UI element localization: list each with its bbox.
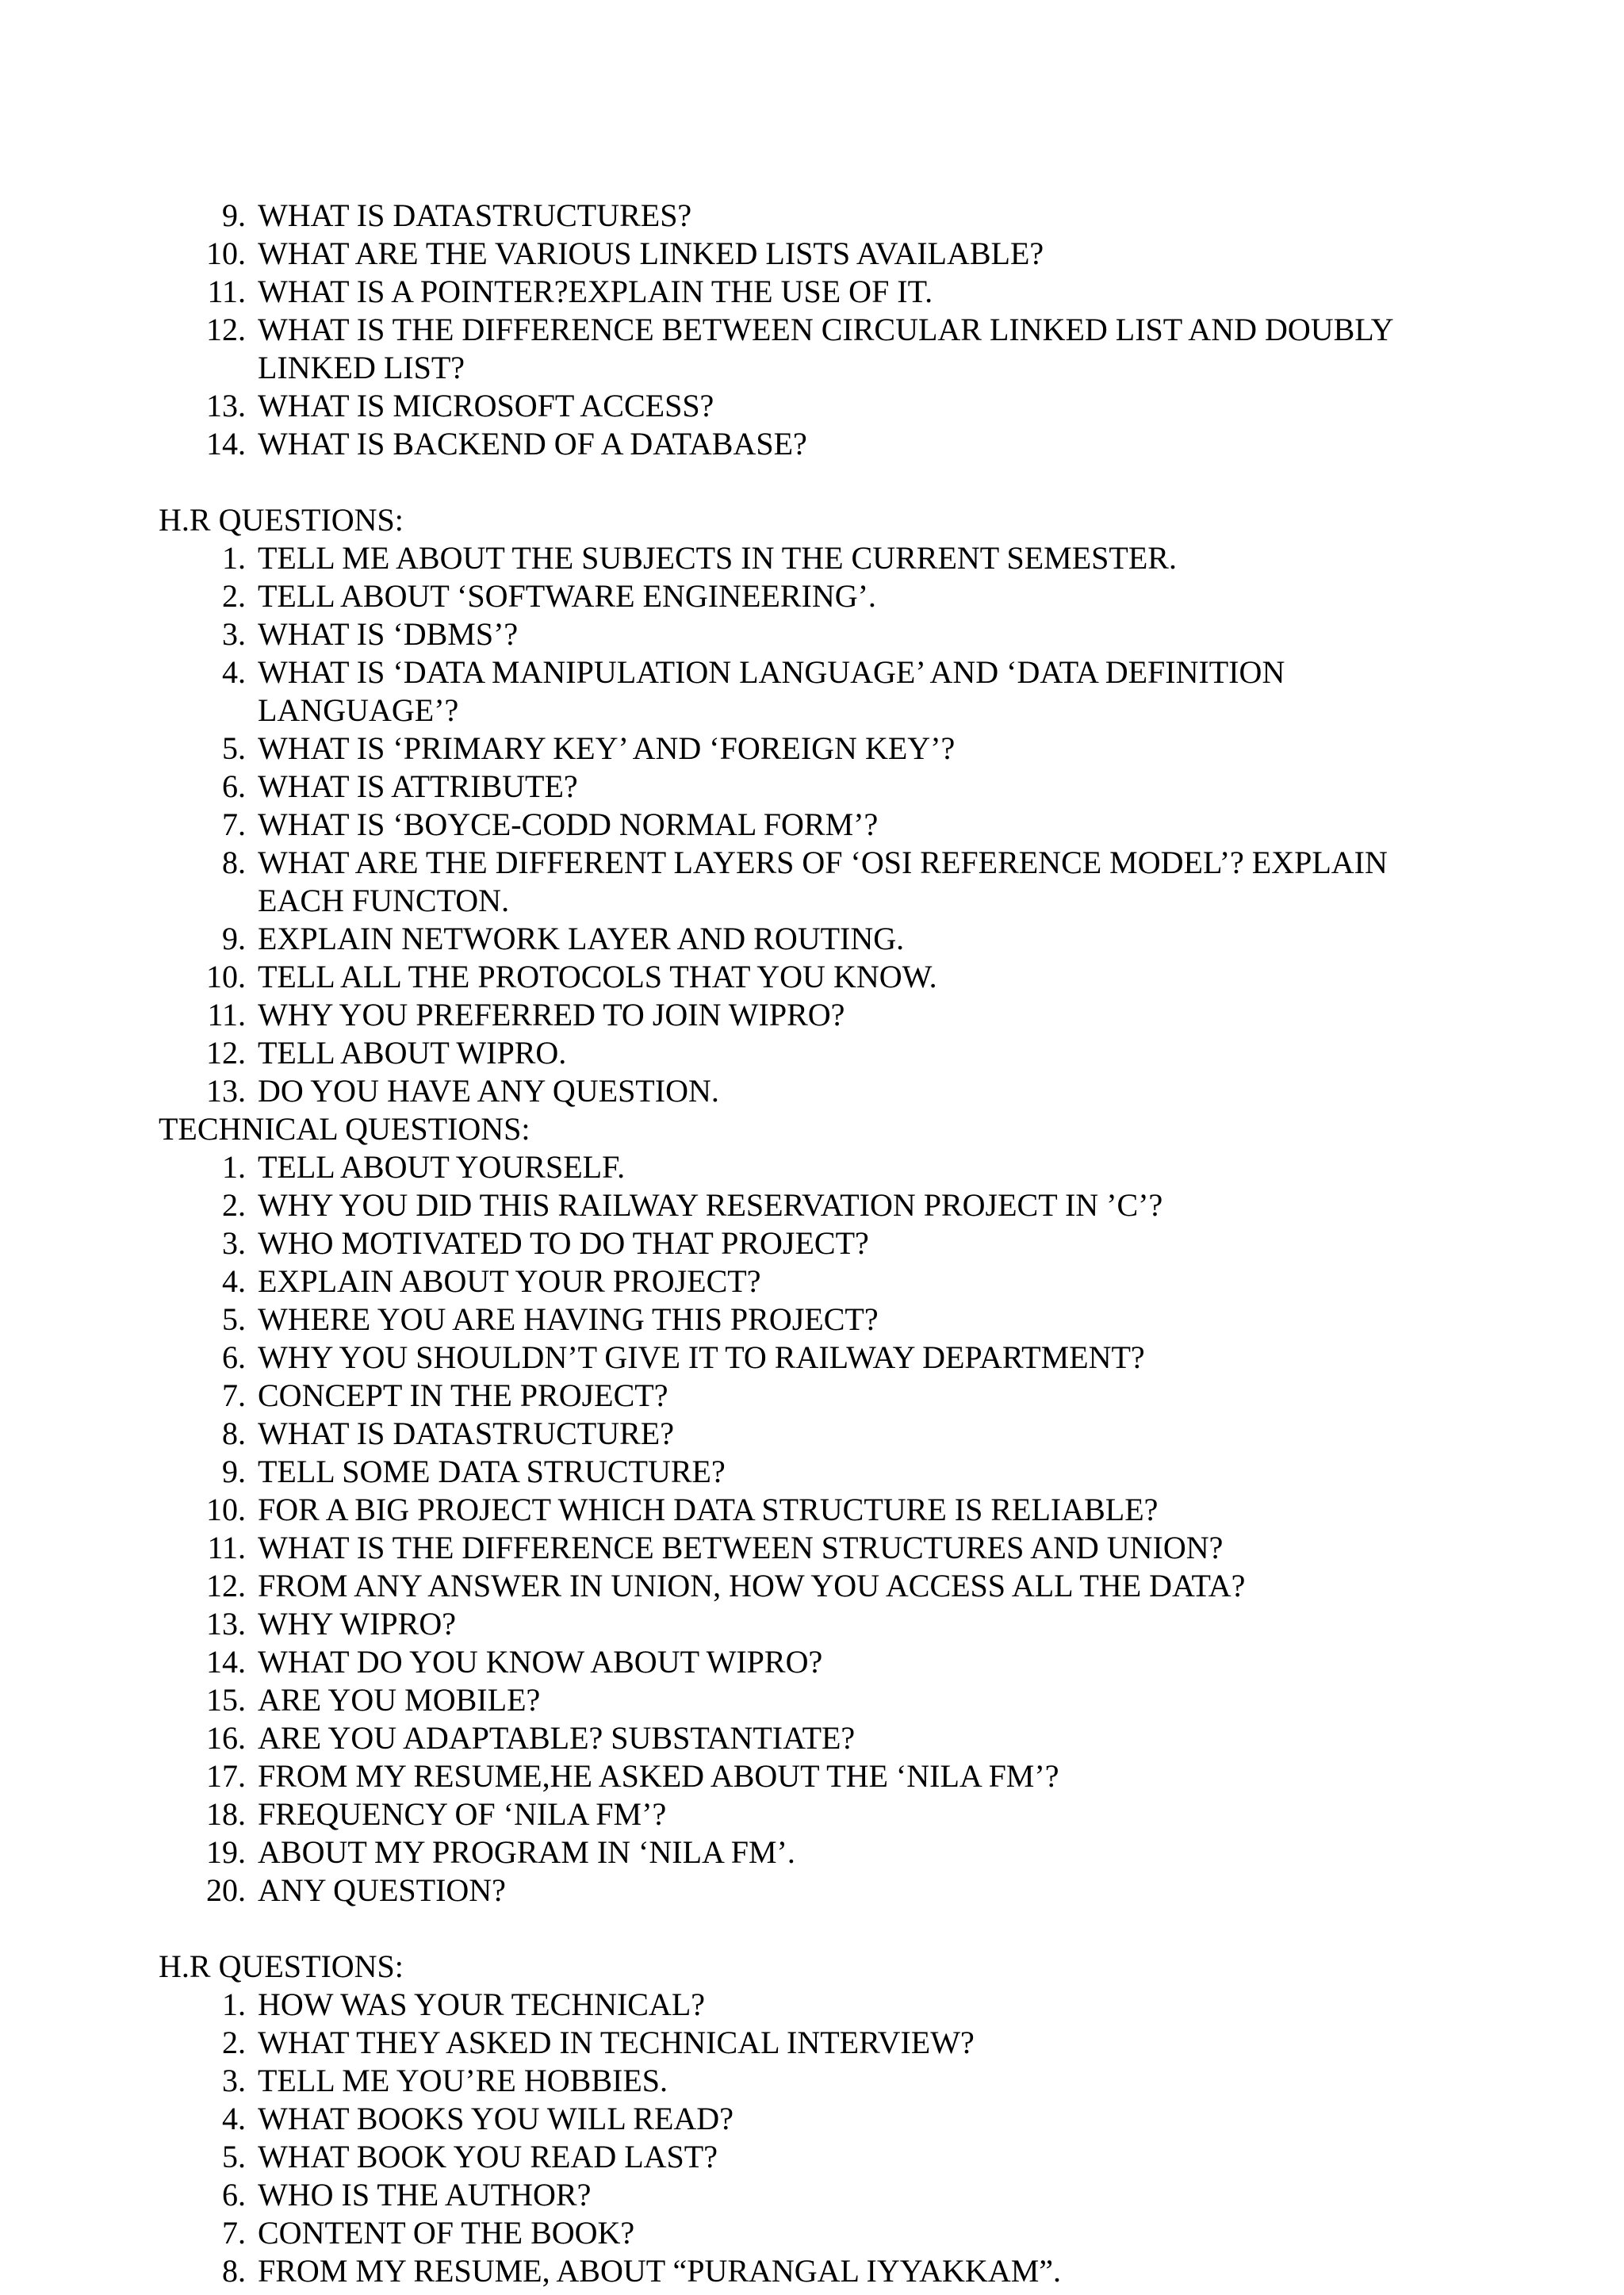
list-item-text: WHAT IS ‘PRIMARY KEY’ AND ‘FOREIGN KEY’? [258,730,956,766]
list-item [159,1415,1467,1453]
list-item [159,2062,1467,2100]
list-item [159,806,1467,844]
list-item-number: 6. [222,1339,246,1375]
list-item [159,1453,1467,1491]
list-item-text: WHY YOU SHOULDN’T GIVE IT TO RAILWAY DEPARTMENT? [258,1339,1145,1375]
document-content [159,197,1467,2290]
list-item-number: 3. [222,616,246,652]
question-section [159,501,1467,1110]
list-item-number: 12. [206,1568,246,1603]
list-item-text: WHAT ARE THE VARIOUS LINKED LISTS AVAILABLE? [258,236,1044,271]
list-item-number: 3. [222,2063,246,2098]
list-item [159,2138,1467,2176]
list-item [159,2024,1467,2062]
list-item-text: TELL ABOUT YOURSELF. [258,1149,626,1185]
question-list [159,197,1467,463]
list-item-text: TELL ABOUT WIPRO. [258,1035,567,1071]
list-item [159,1186,1467,1224]
section-spacer [159,1910,1467,1948]
list-item-text: TELL SOME DATA STRUCTURE? [258,1454,726,1489]
list-item-text: WHERE YOU ARE HAVING THIS PROJECT? [258,1301,879,1337]
list-item [159,1148,1467,1186]
list-item [159,387,1467,425]
list-item [159,996,1467,1034]
list-item-text: WHAT IS A POINTER?EXPLAIN THE USE OF IT. [258,274,933,309]
list-item-number: 13. [206,1073,246,1109]
list-item-number: 1. [222,1987,246,2022]
list-item-text: DO YOU HAVE ANY QUESTION. [258,1073,719,1109]
list-item [159,1377,1467,1415]
list-item-number: 14. [206,426,246,462]
list-item [159,2252,1467,2290]
list-item-number: 8. [222,2253,246,2289]
list-item-text: ANY QUESTION? [258,1872,506,1908]
list-item-number: 4. [222,2101,246,2136]
list-item-number: 13. [206,388,246,423]
list-item [159,2214,1467,2252]
list-item [159,1833,1467,1872]
list-item-number: 10. [206,1492,246,1527]
list-item-text: WHAT THEY ASKED IN TECHNICAL INTERVIEW? [258,2025,975,2060]
list-item [159,235,1467,273]
list-item-text: TELL ME YOU’RE HOBBIES. [258,2063,668,2098]
list-item-text: TELL ME ABOUT THE SUBJECTS IN THE CURRENT SEMESTER. [258,540,1177,576]
list-item-number: 13. [206,1606,246,1642]
list-item [159,1757,1467,1795]
list-item-text: ARE YOU MOBILE? [258,1682,541,1718]
list-item [159,653,1467,730]
section-heading: H.R QUESTIONS: [159,502,404,538]
list-item [159,768,1467,806]
list-item-text: WHY YOU PREFERRED TO JOIN WIPRO? [258,997,845,1033]
list-item [159,615,1467,653]
list-item-number: 9. [222,197,246,233]
list-item [159,1567,1467,1605]
list-item [159,1986,1467,2024]
question-list [159,539,1467,1110]
list-item-text: FROM MY RESUME,HE ASKED ABOUT THE ‘NILA FM’? [258,1758,1059,1794]
list-item-text: WHAT IS BACKEND OF A DATABASE? [258,426,807,462]
list-item-text: WHY WIPRO? [258,1606,456,1642]
list-item [159,2100,1467,2138]
list-item-text: TELL ABOUT ‘SOFTWARE ENGINEERING’. [258,578,876,614]
question-section [159,197,1467,501]
list-item [159,730,1467,768]
list-item [159,1034,1467,1072]
list-item-number: 20. [206,1872,246,1908]
list-item [159,1072,1467,1110]
list-item [159,1605,1467,1643]
list-item [159,844,1467,920]
question-list [159,1986,1467,2290]
list-item-number: 12. [206,312,246,347]
list-item [159,539,1467,577]
list-item-text: CONCEPT IN THE PROJECT? [258,1377,668,1413]
list-item-text: FOR A BIG PROJECT WHICH DATA STRUCTURE IS RELIABLE? [258,1492,1159,1527]
list-item [159,1795,1467,1833]
list-item [159,311,1467,387]
list-item-number: 11. [207,997,246,1033]
list-item-number: 19. [206,1834,246,1870]
list-item-number: 17. [206,1758,246,1794]
list-item-text: WHY YOU DID THIS RAILWAY RESERVATION PROJECT IN ’C’? [258,1187,1163,1223]
list-item-number: 2. [222,2025,246,2060]
list-item-text: WHAT IS ATTRIBUTE? [258,768,578,804]
list-item-number: 5. [222,730,246,766]
list-item [159,1339,1467,1377]
list-item-number: 14. [206,1644,246,1680]
list-item-text: WHAT IS ‘DATA MANIPULATION LANGUAGE’ AND ‘DATA DEFINITION LANGUAGE’? [258,654,1285,728]
section-heading: TECHNICAL QUESTIONS: [159,1111,530,1147]
list-item-number: 6. [222,768,246,804]
list-item-number: 5. [222,1301,246,1337]
list-item [159,577,1467,615]
list-item-number: 2. [222,1187,246,1223]
list-item-number: 3. [222,1225,246,1261]
list-item-number: 4. [222,654,246,690]
list-item-number: 6. [222,2177,246,2213]
question-section [159,1110,1467,1948]
list-item-number: 7. [222,1377,246,1413]
list-item-text: HOW WAS YOUR TECHNICAL? [258,1987,706,2022]
list-item-text: WHAT BOOKS YOU WILL READ? [258,2101,733,2136]
list-item [159,2176,1467,2214]
section-spacer [159,463,1467,501]
list-item [159,1643,1467,1681]
list-item [159,1681,1467,1719]
question-section [159,1948,1467,2290]
list-item-text: WHO MOTIVATED TO DO THAT PROJECT? [258,1225,869,1261]
list-item-text: ABOUT MY PROGRAM IN ‘NILA FM’. [258,1834,795,1870]
list-item-number: 2. [222,578,246,614]
list-item-number: 10. [206,236,246,271]
list-item [159,1301,1467,1339]
list-item [159,1529,1467,1567]
list-item-text: WHO IS THE AUTHOR? [258,2177,592,2213]
list-item-number: 1. [222,1149,246,1185]
list-item-number: 8. [222,1416,246,1451]
list-item-number: 10. [206,959,246,994]
list-item-text: WHAT IS ‘DBMS’? [258,616,519,652]
list-item-text: FROM MY RESUME, ABOUT “PURANGAL IYYAKKAM”. [258,2253,1062,2289]
list-item-number: 7. [222,2215,246,2251]
question-list [159,1148,1467,1910]
list-item-text: ARE YOU ADAPTABLE? SUBSTANTIATE? [258,1720,856,1756]
list-item [159,197,1467,235]
list-item-text: EXPLAIN ABOUT YOUR PROJECT? [258,1263,761,1299]
list-item-text: WHAT DO YOU KNOW ABOUT WIPRO? [258,1644,823,1680]
list-item-number: 12. [206,1035,246,1071]
list-item [159,1491,1467,1529]
list-item-text: EXPLAIN NETWORK LAYER AND ROUTING. [258,921,905,956]
list-item-text: WHAT IS ‘BOYCE-CODD NORMAL FORM’? [258,807,879,842]
list-item [159,273,1467,311]
list-item-number: 11. [207,1530,246,1565]
list-item-text: TELL ALL THE PROTOCOLS THAT YOU KNOW. [258,959,937,994]
list-item-text: WHAT IS DATASTRUCTURES? [258,197,692,233]
list-item-number: 18. [206,1796,246,1832]
list-item-text: FREQUENCY OF ‘NILA FM’? [258,1796,667,1832]
list-item-text: CONTENT OF THE BOOK? [258,2215,635,2251]
list-item-text: WHAT IS THE DIFFERENCE BETWEEN STRUCTURES AND UNION? [258,1530,1224,1565]
list-item [159,1719,1467,1757]
list-item-text: WHAT IS DATASTRUCTURE? [258,1416,674,1451]
list-item-text: WHAT ARE THE DIFFERENT LAYERS OF ‘OSI REFERENCE MODEL’? EXPLAIN EACH FUNCTON. [258,845,1388,918]
list-item-number: 5. [222,2139,246,2174]
list-item-number: 15. [206,1682,246,1718]
list-item-number: 7. [222,807,246,842]
list-item-number: 16. [206,1720,246,1756]
list-item-number: 9. [222,1454,246,1489]
list-item-number: 8. [222,845,246,880]
list-item [159,1262,1467,1301]
section-heading: H.R QUESTIONS: [159,1948,404,1984]
list-item-text: WHAT IS THE DIFFERENCE BETWEEN CIRCULAR LINKED LIST AND DOUBLY LINKED LIST? [258,312,1393,385]
list-item-number: 11. [207,274,246,309]
list-item-number: 1. [222,540,246,576]
list-item-number: 4. [222,1263,246,1299]
list-item [159,958,1467,996]
list-item-number: 9. [222,921,246,956]
list-item [159,425,1467,463]
list-item [159,1872,1467,1910]
list-item-text: FROM ANY ANSWER IN UNION, HOW YOU ACCESS ALL THE DATA? [258,1568,1246,1603]
list-item-text: WHAT IS MICROSOFT ACCESS? [258,388,714,423]
list-item-text: WHAT BOOK YOU READ LAST? [258,2139,718,2174]
list-item [159,1224,1467,1262]
list-item [159,920,1467,958]
